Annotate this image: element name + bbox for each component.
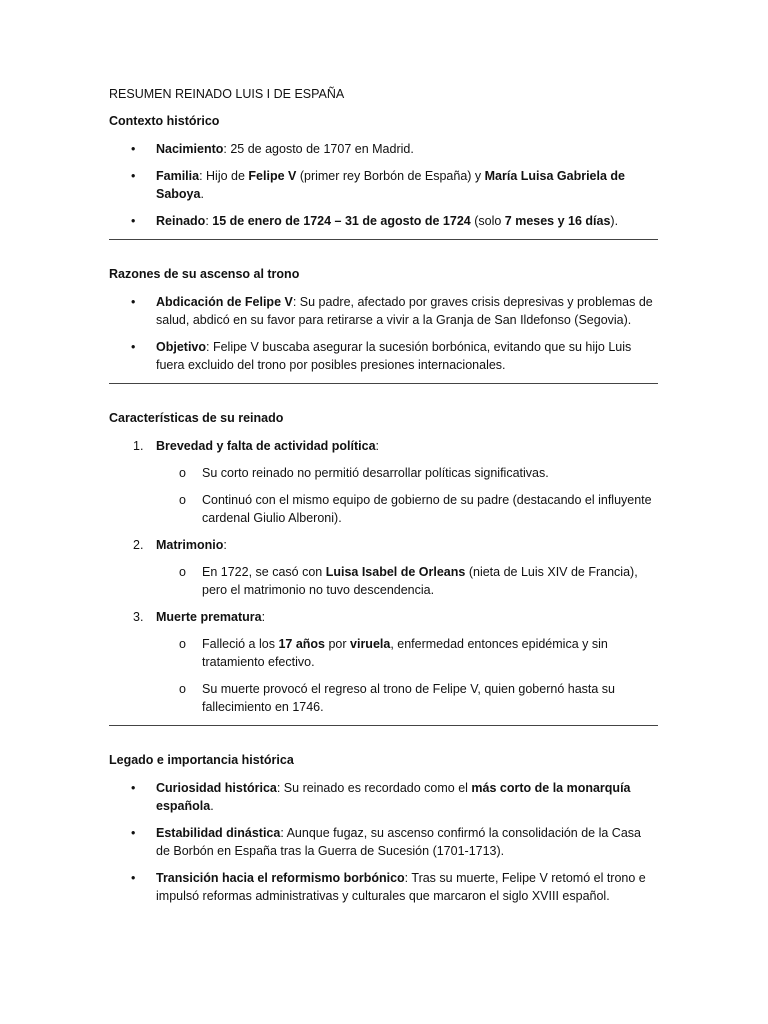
item-text: : Aunque fugaz, su ascenso confirmó la consolidación de la Casa de Borbón en España tras la Guerra de Sucesión (1701-1713).: [156, 826, 641, 858]
number-marker: 3.: [133, 610, 144, 624]
item-text: : Su reinado es recordado como el: [276, 781, 472, 795]
bullet-marker: •: [131, 826, 136, 840]
bullet-list-legado: [109, 779, 658, 905]
item-text: .: [200, 187, 204, 201]
list-item: [109, 140, 658, 158]
bullet-marker: •: [131, 169, 136, 183]
bullet-list-razones: [109, 293, 658, 374]
item-emphasis: 15 de enero de 1724 – 31 de agosto de 1724: [212, 214, 471, 228]
item-label: Abdicación de Felipe V: [156, 295, 293, 309]
section-heading-legado: Legado e importancia histórica: [109, 753, 294, 767]
bullet-list-contexto: [109, 140, 658, 230]
item-text: .: [210, 799, 214, 813]
item-text: Continuó con el mismo equipo de gobierno de su padre (destacando el influyente cardenal Giulio Alberoni).: [202, 493, 652, 525]
item-label: Curiosidad histórica: [156, 781, 277, 795]
item-emphasis: María Luisa Gabriela de Saboya: [156, 169, 625, 201]
section-heading-contexto: Contexto histórico: [109, 114, 220, 128]
sub-bullet-marker: o: [179, 637, 186, 651]
item-emphasis: más corto de la monarquía española: [156, 781, 631, 813]
item-emphasis: Luisa Isabel de Orleans: [325, 565, 466, 579]
item-text: :: [375, 439, 380, 453]
item-text: : Su padre, afectado por graves crisis depresivas y problemas de salud, abdicó en su favor para retirarse a vivir a la Granja de San Ildefonso (Segovia).: [156, 295, 653, 327]
list-item: [109, 212, 658, 230]
item-text: Su corto reinado no permitió desarrollar políticas significativas.: [202, 466, 549, 480]
list-item: [109, 869, 658, 905]
sub-bullet-marker: o: [179, 493, 186, 507]
item-text: :: [261, 610, 266, 624]
item-text: :: [205, 214, 213, 228]
item-text: (primer rey Borbón de España) y: [296, 169, 485, 183]
sub-list-item: [109, 464, 658, 482]
item-emphasis: Felipe V: [248, 169, 297, 183]
list-item: [109, 824, 658, 860]
numbered-list-caracteristicas: [109, 437, 658, 716]
number-marker: 1.: [133, 439, 144, 453]
sub-list-item: [109, 491, 658, 527]
item-text: : Tras su muerte, Felipe V retomó el trono e impulsó reformas administrativas y culturales que marcaron el siglo XVIII español.: [156, 871, 646, 903]
section-divider: [109, 383, 658, 384]
item-text: En 1722, se casó con: [202, 565, 326, 579]
item-text: : 25 de agosto de 1707 en Madrid.: [223, 142, 414, 156]
section-divider: [109, 239, 658, 240]
item-text: Su muerte provocó el regreso al trono de Felipe V, quien gobernó hasta su fallecimiento en 1746.: [202, 682, 615, 714]
section-divider: [109, 725, 658, 726]
item-text: : Felipe V buscaba asegurar la sucesión borbónica, evitando que su hijo Luis fuera excluido del trono por posibles presiones internacionales.: [156, 340, 632, 372]
item-text: ).: [610, 214, 619, 228]
sub-list-item: [109, 680, 658, 716]
sub-bullet-marker: o: [179, 466, 186, 480]
bullet-marker: •: [131, 295, 136, 309]
item-text: (nieta de Luis XIV de Francia), pero el matrimonio no tuvo descendencia.: [202, 565, 638, 597]
item-text: : Hijo de: [199, 169, 249, 183]
item-label: Matrimonio: [156, 538, 224, 552]
sub-list-item: [109, 563, 658, 599]
item-text: , enfermedad entonces epidémica y sin tratamiento efectivo.: [202, 637, 608, 669]
list-item: [109, 167, 658, 203]
list-item: [109, 779, 658, 815]
sub-list-item: [109, 635, 658, 671]
list-item: [109, 608, 658, 626]
item-emphasis: 17 años: [278, 637, 325, 651]
item-emphasis: viruela: [350, 637, 391, 651]
item-label: Estabilidad dinástica: [156, 826, 281, 840]
bullet-marker: •: [131, 871, 136, 885]
bullet-marker: •: [131, 340, 136, 354]
bullet-marker: •: [131, 142, 136, 156]
section-heading-caracteristicas: Características de su reinado: [109, 411, 284, 425]
document-page: [109, 86, 658, 914]
sub-bullet-marker: o: [179, 565, 186, 579]
bullet-marker: •: [131, 781, 136, 795]
bullet-marker: •: [131, 214, 136, 228]
item-label: Brevedad y falta de actividad política: [156, 439, 376, 453]
item-emphasis: 7 meses y 16 días: [504, 214, 611, 228]
item-text: (solo: [470, 214, 505, 228]
list-item: [109, 437, 658, 455]
item-label: Nacimiento: [156, 142, 224, 156]
number-marker: 2.: [133, 538, 144, 552]
item-text: :: [223, 538, 227, 552]
item-label: Muerte prematura: [156, 610, 262, 624]
list-item: [109, 293, 658, 329]
item-label: Objetivo: [156, 340, 207, 354]
item-label: Familia: [156, 169, 200, 183]
section-heading-razones: Razones de su ascenso al trono: [109, 267, 300, 281]
item-text: Falleció a los: [202, 637, 279, 651]
item-label: Reinado: [156, 214, 206, 228]
document-title: RESUMEN REINADO LUIS I DE ESPAÑA: [109, 87, 345, 101]
list-item: [109, 338, 658, 374]
list-item: [109, 536, 658, 554]
item-label: Transición hacia el reformismo borbónico: [156, 871, 405, 885]
sub-bullet-marker: o: [179, 682, 186, 696]
item-text: por: [325, 637, 351, 651]
